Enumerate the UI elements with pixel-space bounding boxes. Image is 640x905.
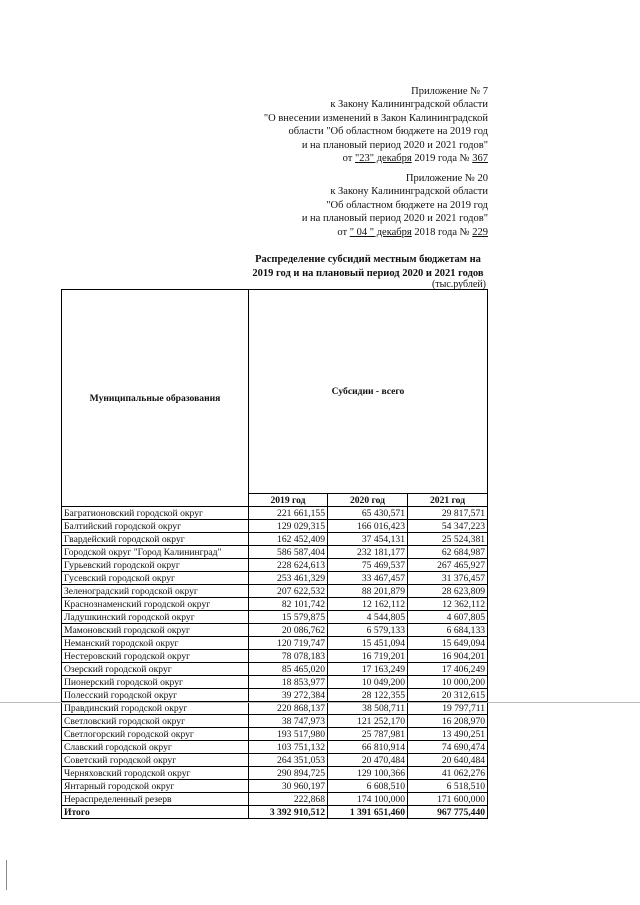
table-row <box>62 546 488 559</box>
value-2020-cell: 129 100,366 <box>328 767 408 780</box>
value-2021-cell: 16 208,970 <box>408 715 488 728</box>
municipality-cell: Черняховский городской округ <box>62 767 249 780</box>
value-2020-cell: 121 252,170 <box>328 715 408 728</box>
subsidies-table <box>61 289 488 819</box>
document-title-line2: 2019 год и на плановый период 2020 и 2021 годов <box>252 267 484 279</box>
table-row <box>62 741 488 754</box>
value-2020-cell: 15 451,094 <box>328 637 408 650</box>
appendix-20-date-prefix: от <box>337 226 350 238</box>
value-2019-cell: 264 351,053 <box>249 754 328 767</box>
table-row <box>62 754 488 767</box>
value-2021-cell: 13 490,251 <box>408 728 488 741</box>
value-2021-cell: 12 362,112 <box>408 598 488 611</box>
municipality-cell: Городской округ "Город Калининград" <box>62 546 249 559</box>
municipality-cell: Ладушкинский городской округ <box>62 611 249 624</box>
value-2019-cell: 38 747,973 <box>249 715 328 728</box>
municipality-cell: Светлогорский городской округ <box>62 728 249 741</box>
municipality-cell: Пионерский городской округ <box>62 676 249 689</box>
municipality-cell: Гусевский городской округ <box>62 572 249 585</box>
value-2019-cell: 221 661,155 <box>249 507 328 520</box>
value-2021-cell: 31 376,457 <box>408 572 488 585</box>
scan-artifact-mark <box>6 860 7 890</box>
document-title-line1: Распределение субсидий местным бюджетам на <box>255 254 481 265</box>
value-2020-cell: 6 579,133 <box>328 624 408 637</box>
value-2020-cell: 28 122,355 <box>328 689 408 702</box>
municipality-cell: Краснознаменский городской округ <box>62 598 249 611</box>
value-2019-cell: 120 719,747 <box>249 637 328 650</box>
municipality-cell: Нераспределенный резерв <box>62 793 249 806</box>
appendix-20-line1: Приложение № 20 <box>405 173 488 184</box>
table-row <box>62 533 488 546</box>
appendix-7-date-day: "23" <box>355 153 375 165</box>
municipality-cell: Гурьевский городской округ <box>62 559 249 572</box>
value-2019-cell: 222,868 <box>249 793 328 806</box>
table-row <box>62 598 488 611</box>
appendix-20-line4: и на плановый период 2020 и 2021 годов" <box>301 213 488 225</box>
table-row <box>62 637 488 650</box>
value-2021-cell: 6 518,510 <box>408 780 488 793</box>
table-row <box>62 702 488 715</box>
value-2019-cell: 220 868,137 <box>249 702 328 715</box>
value-2020-cell: 65 430,571 <box>328 507 408 520</box>
value-2021-cell: 4 607,805 <box>408 611 488 624</box>
value-2020-cell: 4 544,805 <box>328 611 408 624</box>
header-year-2020: 2020 год <box>328 494 408 507</box>
table-total-row <box>62 806 488 819</box>
table-row <box>62 780 488 793</box>
value-2021-cell: 6 684,133 <box>408 624 488 637</box>
header-year-2021: 2021 год <box>408 494 488 507</box>
appendix-7-date <box>264 152 488 165</box>
table-row <box>62 520 488 533</box>
value-2021-cell: 15 649,094 <box>408 637 488 650</box>
value-2019-cell: 290 894,725 <box>249 767 328 780</box>
header-year-2019: 2019 год <box>249 494 328 507</box>
table-body <box>62 507 488 819</box>
value-2020-cell: 25 787,981 <box>328 728 408 741</box>
value-2019-cell: 207 622,532 <box>249 585 328 598</box>
value-2019-cell: 586 587,404 <box>249 546 328 559</box>
value-2019-cell: 20 086,762 <box>249 624 328 637</box>
value-2021-cell: 967 775,440 <box>408 806 488 819</box>
municipality-cell: Итого <box>62 806 249 819</box>
value-2019-cell: 162 452,409 <box>249 533 328 546</box>
value-2021-cell: 20 312,615 <box>408 689 488 702</box>
value-2020-cell: 88 201,879 <box>328 585 408 598</box>
table-row <box>62 663 488 676</box>
value-2019-cell: 103 751,132 <box>249 741 328 754</box>
table-row <box>62 611 488 624</box>
value-2019-cell: 18 853,977 <box>249 676 328 689</box>
value-2021-cell: 267 465,927 <box>408 559 488 572</box>
appendix-20-header <box>302 172 488 239</box>
municipality-cell: Озерский городской округ <box>62 663 249 676</box>
value-2020-cell: 17 163,249 <box>328 663 408 676</box>
table-row <box>62 650 488 663</box>
appendix-7-line1: Приложение № 7 <box>411 86 488 97</box>
municipality-cell: Янтарный городской округ <box>62 780 249 793</box>
value-2019-cell: 85 465,020 <box>249 663 328 676</box>
table-row <box>62 715 488 728</box>
municipality-cell: Полесский городской округ <box>62 689 249 702</box>
value-2020-cell: 166 016,423 <box>328 520 408 533</box>
value-2021-cell: 74 690,474 <box>408 741 488 754</box>
value-2021-cell: 20 640,484 <box>408 754 488 767</box>
value-2021-cell: 10 000,200 <box>408 676 488 689</box>
value-2019-cell: 30 960,197 <box>249 780 328 793</box>
value-2021-cell: 54 347,223 <box>408 520 488 533</box>
municipality-cell: Зеленоградский городской округ <box>62 585 249 598</box>
appendix-20-law-number: 229 <box>472 226 488 238</box>
value-2021-cell: 17 406,249 <box>408 663 488 676</box>
table-row <box>62 559 488 572</box>
municipality-cell: Гвардейский городской округ <box>62 533 249 546</box>
table-row <box>62 767 488 780</box>
municipality-cell: Багратионовский городской округ <box>62 507 249 520</box>
header-municipality: Муниципальные образования <box>62 290 249 507</box>
value-2020-cell: 10 049,200 <box>328 676 408 689</box>
appendix-7-line4: области "Об областном бюджете на 2019 год <box>288 126 488 138</box>
appendix-7-law-number: 367 <box>472 153 488 165</box>
value-2019-cell: 82 101,742 <box>249 598 328 611</box>
value-2019-cell: 39 272,384 <box>249 689 328 702</box>
appendix-7-date-month: декабря <box>374 153 412 165</box>
value-2020-cell: 6 608,510 <box>328 780 408 793</box>
value-2020-cell: 12 162,112 <box>328 598 408 611</box>
value-2021-cell: 19 797,711 <box>408 702 488 715</box>
municipality-cell: Светловский городской округ <box>62 715 249 728</box>
appendix-20-line3: "Об областном бюджете на 2019 год <box>326 199 488 211</box>
value-2019-cell: 253 461,329 <box>249 572 328 585</box>
table-row <box>62 728 488 741</box>
appendix-20-date-day: " 04 " <box>349 226 375 238</box>
value-2019-cell: 15 579,875 <box>249 611 328 624</box>
appendix-7-line5: и на плановый период 2020 и 2021 годов" <box>301 139 488 151</box>
value-2021-cell: 16 904,201 <box>408 650 488 663</box>
value-2021-cell: 62 684,987 <box>408 546 488 559</box>
appendix-7-header <box>264 85 488 165</box>
table-row <box>62 624 488 637</box>
appendix-20-date <box>302 226 488 239</box>
scan-artifact-line <box>0 702 640 703</box>
value-2019-cell: 129 029,315 <box>249 520 328 533</box>
value-2020-cell: 66 810,914 <box>328 741 408 754</box>
value-2021-cell: 28 623,809 <box>408 585 488 598</box>
value-2020-cell: 174 100,000 <box>328 793 408 806</box>
value-2019-cell: 78 078,183 <box>249 650 328 663</box>
appendix-7-line2: к Закону Калининградской области <box>330 99 488 111</box>
municipality-cell: Нестеровский городской округ <box>62 650 249 663</box>
value-2021-cell: 29 817,571 <box>408 507 488 520</box>
value-2020-cell: 33 467,457 <box>328 572 408 585</box>
units-label: (тыс.рублей) <box>431 279 486 290</box>
value-2020-cell: 37 454,131 <box>328 533 408 546</box>
value-2020-cell: 20 470,484 <box>328 754 408 767</box>
municipality-cell: Неманский городской округ <box>62 637 249 650</box>
value-2020-cell: 38 508,711 <box>328 702 408 715</box>
appendix-20-date-month: декабря <box>374 226 412 238</box>
table-row <box>62 507 488 520</box>
appendix-7-date-year: 2019 года № <box>411 153 473 165</box>
value-2020-cell: 1 391 651,460 <box>328 806 408 819</box>
header-subsidies-total: Субсидии - всего <box>249 290 488 494</box>
table-row <box>62 689 488 702</box>
table-row <box>62 585 488 598</box>
value-2019-cell: 3 392 910,512 <box>249 806 328 819</box>
value-2020-cell: 16 719,201 <box>328 650 408 663</box>
appendix-20-date-year: 2018 года № <box>411 226 473 238</box>
municipality-cell: Славский городской округ <box>62 741 249 754</box>
document-title <box>248 253 488 280</box>
municipality-cell: Балтийский городской округ <box>62 520 249 533</box>
value-2020-cell: 75 469,537 <box>328 559 408 572</box>
appendix-20-line2: к Закону Калининградской области <box>330 186 488 198</box>
value-2020-cell: 232 181,177 <box>328 546 408 559</box>
table-row <box>62 793 488 806</box>
value-2019-cell: 193 517,980 <box>249 728 328 741</box>
value-2021-cell: 171 600,000 <box>408 793 488 806</box>
municipality-cell: Правдинский городской округ <box>62 702 249 715</box>
value-2021-cell: 25 524,381 <box>408 533 488 546</box>
table-row <box>62 676 488 689</box>
table-header-row <box>62 290 488 494</box>
value-2019-cell: 228 624,613 <box>249 559 328 572</box>
municipality-cell: Мамоновский городской округ <box>62 624 249 637</box>
value-2021-cell: 41 062,276 <box>408 767 488 780</box>
municipality-cell: Советский городской округ <box>62 754 249 767</box>
appendix-7-date-prefix: от <box>342 153 355 165</box>
appendix-7-line3: "О внесении изменений в Закон Калининградской <box>263 112 488 124</box>
table-row <box>62 572 488 585</box>
